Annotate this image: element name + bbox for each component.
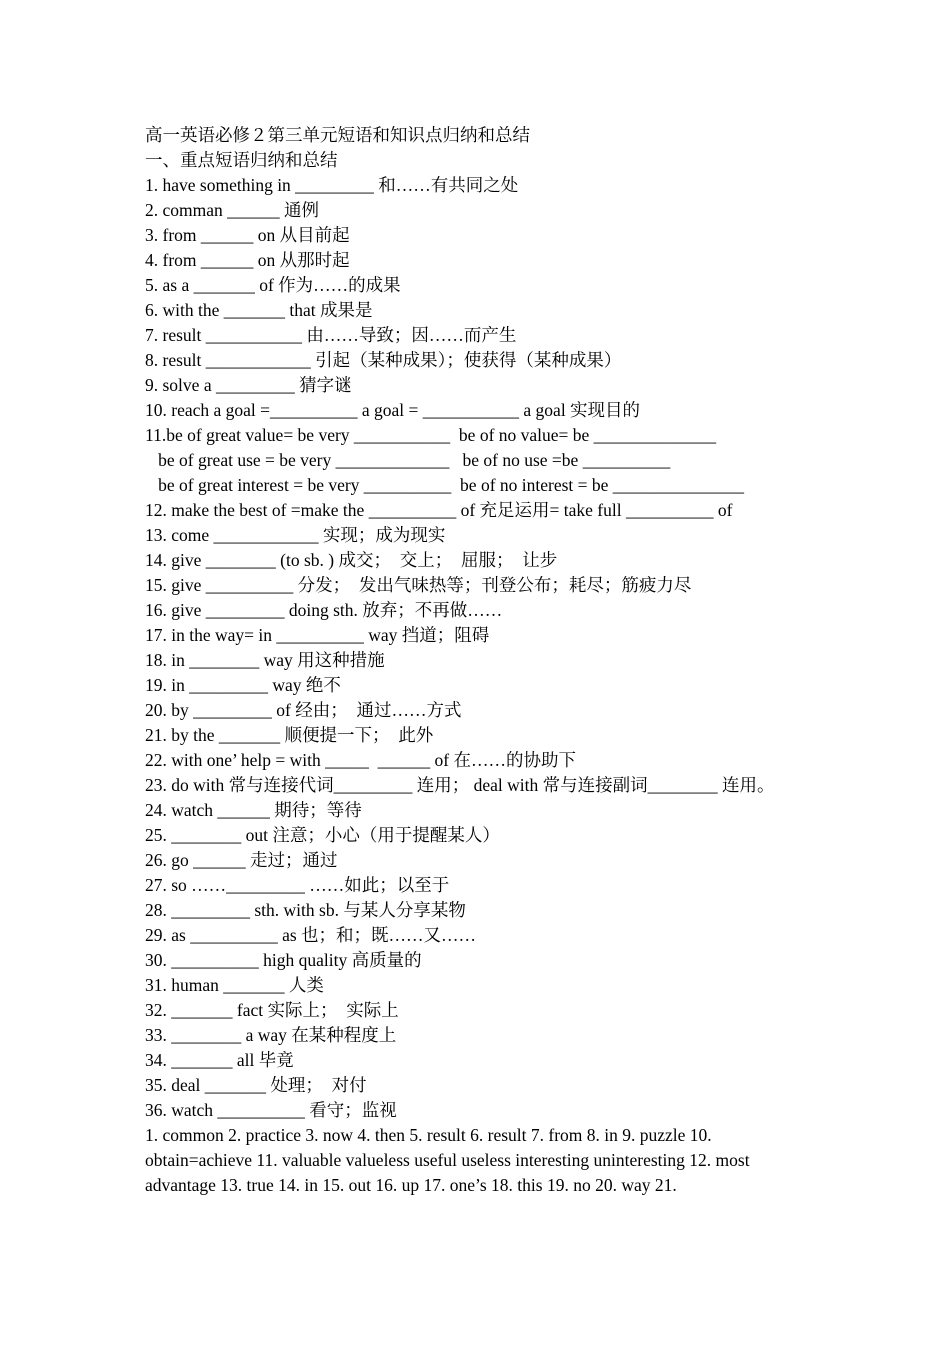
phrase-item: 35. deal _______ 处理； 对付 <box>145 1075 367 1095</box>
phrase-item: 25. ________ out 注意；小心（用于提醒某人） <box>145 825 500 845</box>
phrase-item: 27. so ……_________ ……如此；以至于 <box>145 875 450 895</box>
phrase-item: 11.be of great value= be very ___________ be of no value= be ______________ <box>145 425 717 445</box>
phrase-item: 2. comman ______ 通例 <box>145 200 320 220</box>
phrase-item: 30. __________ high quality 高质量的 <box>145 950 422 970</box>
phrase-item: 15. give __________ 分发； 发出气味热等；刊登公布；耗尽；筋疲力尽 <box>145 575 692 595</box>
phrase-item: 7. result ___________ 由……导致；因……而产生 <box>145 325 517 345</box>
phrase-item: 36. watch __________ 看守；监视 <box>145 1100 397 1120</box>
document-title: 高一英语必修２第三单元短语和知识点归纳和总结 <box>145 125 530 145</box>
phrase-item: 29. as __________ as 也；和；既……又…… <box>145 925 477 945</box>
phrase-item: 18. in ________ way 用这种措施 <box>145 650 385 670</box>
phrase-item: 28. _________ sth. with sb. 与某人分享某物 <box>145 900 466 920</box>
document-body <box>145 123 805 1198</box>
phrase-item: be of great use = be very _____________ be of no use =be __________ <box>145 450 671 470</box>
phrase-item: 1. have something in _________ 和……有共同之处 <box>145 175 519 195</box>
phrase-item: 16. give _________ doing sth. 放弃；不再做…… <box>145 600 503 620</box>
phrase-item: 8. result ____________ 引起（某种成果）；使获得（某种成果） <box>145 350 622 370</box>
section-heading: 一、重点短语归纳和总结 <box>145 150 338 170</box>
phrase-item: 13. come ____________ 实现；成为现实 <box>145 525 446 545</box>
answer-key: 1. common 2. practice 3. now 4. then 5. result 6. result 7. from 8. in 9. puzzle 10. obtain=achieve 11. valuable valueless useful useless interesting uninteresting 12. most advantage 13. true 14. in 15. out 16. up 17. one’s 18. this 19. no 20. way 21. <box>145 1125 750 1195</box>
phrase-item: 31. human _______ 人类 <box>145 975 324 995</box>
phrase-item: 33. ________ a way 在某种程度上 <box>145 1025 397 1045</box>
phrase-item-wrapped: 23. do with 常与连接代词_________ 连用； deal with 常与连接副词________ 连用。 <box>145 775 775 795</box>
phrase-item: 24. watch ______ 期待；等待 <box>145 800 362 820</box>
phrase-item: 5. as a _______ of 作为……的成果 <box>145 275 401 295</box>
phrase-item: 6. with the _______ that 成果是 <box>145 300 373 320</box>
phrase-item: 20. by _________ of 经由； 通过……方式 <box>145 700 462 720</box>
phrase-item: 34. _______ all 毕竟 <box>145 1050 294 1070</box>
phrase-item: be of great interest = be very __________ be of no interest = be _______________ <box>145 475 745 495</box>
phrase-item: 19. in _________ way 绝不 <box>145 675 341 695</box>
phrase-item: 32. _______ fact 实际上； 实际上 <box>145 1000 399 1020</box>
phrase-item: 4. from ______ on 从那时起 <box>145 250 350 270</box>
phrase-item: 22. with one’ help = with _____ ______ of 在……的协助下 <box>145 750 576 770</box>
phrase-item: 3. from ______ on 从目前起 <box>145 225 350 245</box>
phrase-item: 9. solve a _________ 猜字谜 <box>145 375 352 395</box>
phrase-item: 10. reach a goal =__________ a goal = ___________ a goal 实现目的 <box>145 400 641 420</box>
phrase-item: 21. by the _______ 顺便提一下； 此外 <box>145 725 434 745</box>
phrase-item: 12. make the best of =make the __________ of 充足运用= take full __________ of <box>145 500 733 520</box>
phrase-item: 17. in the way= in __________ way 挡道；阻碍 <box>145 625 490 645</box>
phrase-item: 14. give ________ (to sb. ) 成交； 交上； 屈服； 让步 <box>145 550 558 570</box>
phrase-item: 26. go ______ 走过；通过 <box>145 850 338 870</box>
